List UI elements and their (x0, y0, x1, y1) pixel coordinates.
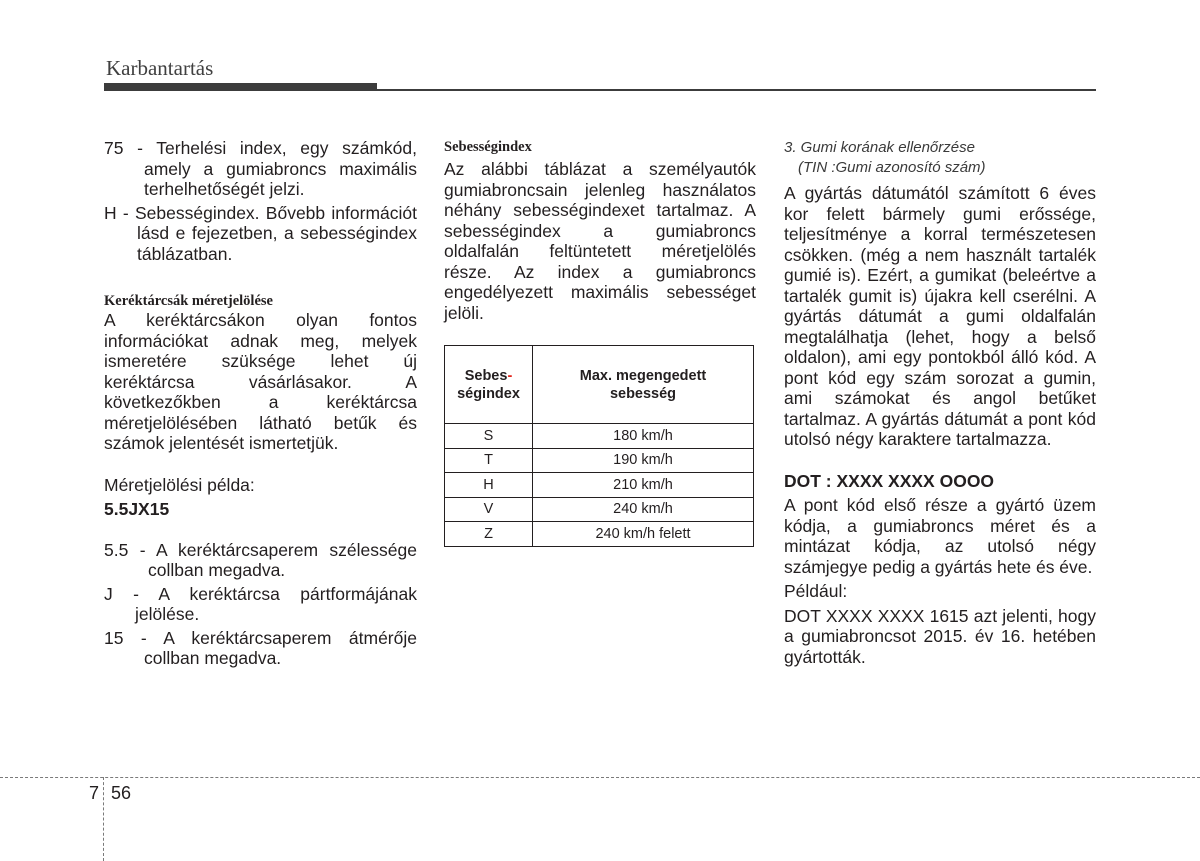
list-item-load-index (104, 138, 417, 200)
tire-age-heading: 3. Gumi korának ellenőrzése (784, 139, 975, 156)
dot-code: DOT : XXXX XXXX OOOO (784, 470, 995, 491)
page-number: 56 (111, 783, 132, 803)
tin-subheading: (TIN :Gumi azonosító szám) (798, 159, 986, 176)
left-column (104, 138, 417, 669)
item-key: 5.5 - (104, 539, 156, 560)
tire-age-paragraph: A gyártás dátumától számított 6 éves kor felett bármely gumi erőssége, teljesítménye a korral természetesen csökken. (még a nem használt tartalék gumié is). Ezért, a gumikat (beleértve a tartalék gumit is) újakra kell cserélni. A gyártás dátumát a gumi oldalfalán megtalálhatja (lehet, hogy a belső oldalon), ami egy pontokból álló kód. A pont kód egy szám sorozat a gumin, ami számokat és angol betűket tartalmaz. A gyártás dátumát a pont kód utolsó négy karaktere tartalmazza. (784, 183, 1096, 449)
example-label: Méretjelölési példa: (104, 474, 255, 495)
footer-divider (103, 777, 104, 861)
table-row (445, 473, 754, 498)
speed-index-paragraph: Az alábbi táblázat a személyautók gumiabroncsain jelenleg használatos néhány sebességindexet tartalmaz. A sebességindex a gumiabroncs oldalfalán feltüntetett méretjelölés része. Az index a gumiabroncs engedélyezett maximális sebességet jelöli. (444, 159, 756, 323)
table-cell-speed: 190 km/h (533, 448, 754, 473)
rim-paragraph: A keréktárcsákon olyan fontos információkat adnak meg, melyek ismeretére szüksége lehet új keréktárcsa vásárlásakor. A következőkben a keréktárcsa méretjelölésében látható betűk és számok jelentését ismertetjük. (104, 310, 417, 453)
header-rule-thin (104, 89, 1096, 91)
table-cell-speed: 240 km/h (533, 497, 754, 522)
example-code: 5.5JX15 (104, 499, 170, 519)
table-cell-index: Z (445, 522, 533, 547)
dot-explanation-paragraph: A pont kód első része a gyártó üzem kódja, a gumiabroncs méret és a mintázat kódja, az utolsó négy számjegye pedig a gyártás hete és éve. (784, 495, 1096, 577)
page-header-title: Karbantartás (106, 56, 214, 80)
table-cell-index: S (445, 424, 533, 449)
rim-heading: Keréktárcsák méretjelölése (104, 293, 273, 309)
item-key: 15 - (104, 627, 164, 648)
right-column (784, 138, 1096, 667)
page-chapter-number: 7 (89, 783, 100, 803)
item-text: A keréktárcsa pártformájának jelölése. (135, 583, 418, 624)
table-header-max-speed: Max. megengedett sebesség (533, 346, 754, 424)
item-text: A keréktárcsaperem átmérője collban megadva. (144, 627, 417, 668)
speed-index-table (444, 345, 754, 547)
middle-column (444, 138, 756, 547)
dot-example-paragraph: DOT XXXX XXXX 1615 azt jelenti, hogy a gumiabroncsot 2015. év 16. hetében gyártották. (784, 605, 1096, 667)
item-key: J - (104, 583, 159, 604)
table-cell-speed: 240 km/h felett (533, 522, 754, 547)
table-row (445, 497, 754, 522)
table-header-row (445, 346, 754, 424)
item-key: 75 - (104, 138, 157, 158)
item-text: A keréktárcsaperem szélessége collban megadva. (148, 539, 417, 580)
table-row (445, 522, 754, 547)
footer-rule (0, 777, 1200, 778)
table-header-index: Sebes- ségindex (445, 346, 533, 424)
table-cell-index: V (445, 497, 533, 522)
table-row (445, 424, 754, 449)
list-item-rim-width (104, 540, 417, 581)
list-item-rim-diameter (104, 628, 417, 669)
list-item-rim-flange (104, 584, 417, 625)
table-cell-index: H (445, 473, 533, 498)
speed-index-heading: Sebességindex (444, 139, 532, 155)
table-cell-index: T (445, 448, 533, 473)
table-cell-speed: 180 km/h (533, 424, 754, 449)
item-text: Terhelési index, egy számkód, amely a gumiabroncs maximális terhelhetőségét jelzi. (144, 138, 418, 199)
item-text: Sebességindex. Bővebb információt lásd e fejezetben, a sebességindex táblázatban. (135, 202, 417, 264)
example-label: Például: (784, 581, 848, 601)
table-cell-speed: 210 km/h (533, 473, 754, 498)
list-item-speed-index (104, 203, 417, 265)
table-row (445, 448, 754, 473)
item-key: H - (104, 202, 135, 223)
